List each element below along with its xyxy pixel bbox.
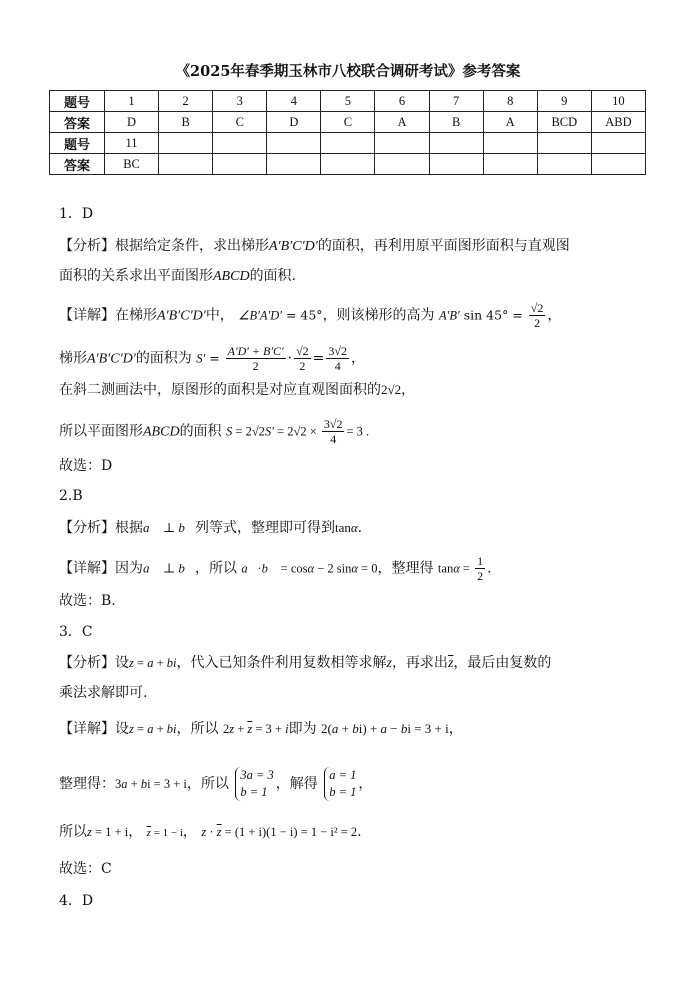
table-cell: 3 (213, 91, 267, 112)
q1-area-line: 梯形A′B′C′D′的面积为 S′ = $\frac{A'D' + B'C'}{2}$ · $\frac{√2}{2}$ = $\frac{3√2}{4}$ ， (59, 344, 365, 373)
table-cell: C (213, 112, 267, 133)
table-cell: 6 (375, 91, 429, 112)
table-cell: A (375, 112, 429, 133)
table-cell: B (429, 112, 483, 133)
q1-choice: 故选：D (59, 458, 113, 474)
q3-last-line: 所以z = 1 + i， $\overline{z} = 1 - i$， $z \cdot \overline{z} = (1 + i)(1 - i) = 1 - i^2 = 2$. (59, 824, 362, 840)
q3-head: 3．C (59, 624, 93, 640)
table-cell: 10 (591, 91, 645, 112)
table-header-cell: 题号 (50, 91, 105, 112)
table-cell: 4 (267, 91, 321, 112)
q1-final-line: 所以平面图形ABCD的面积 S = 2√2S′ = 2√2 × $\frac{3√2}{4}$ = 3 . (59, 417, 370, 446)
table-header-cell: 答案 (50, 112, 105, 133)
q1-oblique-line: 在斜二测画法中，原图形的面积是对应直观图面积的2√2， (59, 382, 416, 398)
table-cell: 1 (105, 91, 159, 112)
table-header-cell: 题号 (50, 133, 105, 154)
page-title: 《2025年春季期玉林市八校联合调研考试》参考答案 (175, 63, 521, 80)
table-cell: D (105, 112, 159, 133)
table-cell: 8 (483, 91, 537, 112)
table-cell: C (321, 112, 375, 133)
q3-analysis-line2: 乘法求解即可. (59, 685, 148, 701)
table-cell: B (159, 112, 213, 133)
table-row (50, 133, 646, 154)
table-row (50, 112, 646, 133)
q2-analysis-line: 【分析】根据a⃗ ⊥ b⃗列等式，整理即可得到tanα. (59, 520, 363, 536)
answer-table (49, 90, 646, 175)
q1-head: 1．D (59, 206, 94, 222)
table-cell: D (267, 112, 321, 133)
table-row (50, 91, 646, 112)
table-cell: 2 (159, 91, 213, 112)
table-cell: ABD (591, 112, 645, 133)
q1-analysis-line1: 【分析】根据给定条件，求出梯形A′B′C′D′的面积，再利用原平面图形面积与直观图 (59, 238, 570, 254)
q3-detail-line: 【详解】设z = a + bi，所以 $2z + \overline{z} = 3 + i$即为 2(a + bi) + a − bi = 3 + i， (59, 721, 463, 737)
table-cell: A (483, 112, 537, 133)
table-cell: 9 (537, 91, 591, 112)
table-cell: BC (105, 154, 159, 175)
q2-choice: 故选：B. (59, 593, 116, 609)
table-cell: 11 (105, 133, 159, 154)
table-cell: 7 (429, 91, 483, 112)
table-cell: BCD (537, 112, 591, 133)
q3-sort-line: 整理得：3a + bi = 3 + i，所以 3a = 3 b = 1 ，解得 a = 1 b = 1 ， (59, 768, 373, 799)
table-header-cell: 答案 (50, 154, 105, 175)
q3-analysis-line1: 【分析】设z = a + bi，代入已知条件利用复数相等求解z，再求出$\overline{z}$，最后由复数的 (59, 655, 552, 671)
q1-analysis-line2: 面积的关系求出平面图形ABCD的面积. (59, 268, 297, 284)
q1-detail-line: 【详解】在梯形A′B′C′D′中， ∠B′A′D′ = 45°，则该梯形的高为 A′B′ sin 45° = $\frac{√2}{2}$ ， (59, 301, 562, 330)
q2-head: 2.B (59, 488, 83, 504)
q3-choice: 故选：C (59, 861, 112, 877)
q4-head: 4．D (59, 893, 94, 909)
table-cell: 5 (321, 91, 375, 112)
q2-detail-line: 【详解】因为a⃗ ⊥ b⃗，所以 a⃗·b⃗ = cosα − 2 sinα = 0，整理得 tanα = $\frac{1}{2}$ . (59, 554, 492, 583)
table-row (50, 154, 646, 175)
